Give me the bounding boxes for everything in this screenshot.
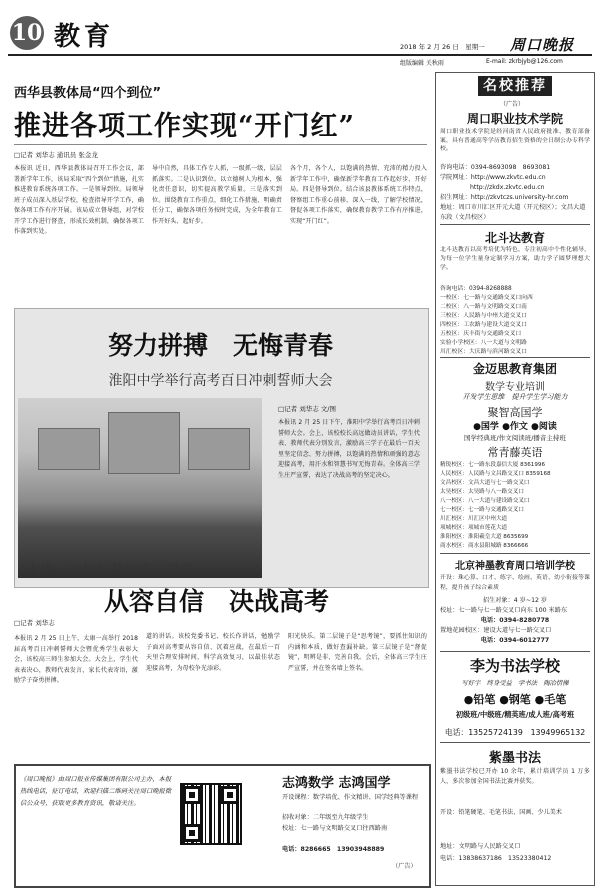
ad-zhoukou-vocational-site2: http://zkdx.zkvtc.edu.cn bbox=[470, 184, 545, 191]
page-number: 10 bbox=[10, 16, 44, 50]
ad-beidouda-phone: 咨询电话：0394-8268888 bbox=[440, 286, 512, 292]
sidebar-divider-3 bbox=[440, 553, 590, 554]
feature2-byline: □记者 刘华志 bbox=[14, 619, 55, 627]
ad-shenmo-campus2: 置地花园校区：建设大道与七一路交叉口 bbox=[440, 627, 552, 634]
ad-jinmaisi-campus: 人民校区：人民路与文昌路交叉口 8359168 bbox=[440, 471, 551, 477]
ad-liwei-classes: 初级班/中级班/精英班/成人班/高考班 bbox=[455, 710, 575, 719]
feature2-headline: 从容自信 决战高考 bbox=[104, 587, 330, 616]
ad-beidouda-desc: 北斗达教育以高考培优为特色，专注初高中个性化辅导，为每一位学生量身定制学习方案，助力学子圆梦理想大学。 bbox=[440, 247, 590, 271]
lead-headline: 推进各项工作实现“开门红” bbox=[14, 111, 356, 142]
ad-zhoukou-vocational-address: 地址：周口市川汇区开元大道（开元校区）；文昌大道东段（文昌校区） bbox=[440, 204, 586, 221]
wechat-qr-code[interactable] bbox=[180, 783, 242, 845]
photo-main-building bbox=[108, 412, 180, 474]
ad-zhoukou-vocational-desc: 周口职业技术学院是经河南省人民政府批准、教育部备案，具有普通高等学历教育招生资格的全日制公办专科学校。 bbox=[440, 129, 590, 152]
sidebar-divider-5 bbox=[440, 742, 590, 743]
editor: 组版编辑 关秋雨 bbox=[400, 60, 444, 67]
ceremony-photo bbox=[18, 398, 262, 578]
ad-beidouda-line: 二校区：八一路与文明路交叉口南 bbox=[440, 304, 527, 310]
ad-zimo-phone: 电话：13838637186 13523380412 bbox=[440, 855, 552, 862]
ad-jinmaisi-math: 数学专业培训 bbox=[485, 382, 545, 393]
ad-bottom-courses: 开设课程：数学培优、作文精讲、国学经典等课程 bbox=[282, 794, 419, 801]
sidebar-divider-1 bbox=[440, 224, 590, 225]
ad-jinmaisi-campus: 文昌校区：文昌大道与七一路交叉口 bbox=[440, 480, 530, 486]
email: E-mail: zkrbjyb@126.com bbox=[486, 58, 563, 65]
ad-beidouda-title: 北斗达教育 bbox=[484, 231, 545, 245]
ad-bottom-address: 校址：七一路与文明路交叉口往西路南 bbox=[282, 825, 388, 832]
ad-shenmo-title: 北京神墨教育周口培训学校 bbox=[455, 561, 575, 572]
ad-beidouda-line: 一校区：七一路与交通路交叉口向西 bbox=[440, 295, 533, 301]
ad-jinmaisi-slogan: 开发学生思维 提升学生学习能力 bbox=[462, 393, 568, 401]
ad-zimo-desc: 紫墨书法学校已开办 10 余年，累计培训学员 1 万多人，多次参加全国书法比赛并获奖。 bbox=[440, 768, 590, 785]
ad-zhoukou-vocational-site: 学院网址：http://www.zkvtc.edu.cn bbox=[440, 174, 546, 181]
qr-caption: 《周口晚报》由周口报业传媒集团有限公司主办，本报热线电话，征订电话，欢迎扫描二维码关注周口晚报微信公众号，获取更多教育资讯，敬请关注。 bbox=[20, 776, 172, 807]
ad-zhoukou-vocational-admissions: 招生网址：http://zkvtczs.university-hr.com bbox=[440, 194, 569, 201]
ad-jinmaisi-guoxue: 聚智高国学 bbox=[487, 406, 543, 419]
feature2-column-2: 道的讲话。该校党委书记、校长作讲话，勉励学子面对高考要从容自信、沉着应战，在最后一百天里合理安排时间，科学高效复习，以最佳状态迎接高考，为母校争光添彩。 bbox=[146, 633, 280, 672]
qr-finder-bottom-left bbox=[183, 824, 201, 842]
photo-right-building bbox=[188, 428, 250, 470]
ad-bottom-students: 招收对象：二年级至九年级学生 bbox=[282, 814, 369, 821]
ad-beidouda-line: 川汇校区：大庆路与滨河路交叉口 bbox=[440, 349, 527, 355]
ad-liwei-phone: 电话：13525724139 13949965132 bbox=[444, 728, 586, 737]
ad-zimo-address: 地址：文明路与人民路交叉口 bbox=[440, 843, 521, 850]
qr-finder-top-right bbox=[221, 786, 239, 804]
ad-shenmo-courses: 开设：珠心算、口才、练字、绘画、英语、幼小衔接等课程，提升孩子综合素质 bbox=[440, 575, 590, 591]
issue-date: 2018 年 2 月 26 日 星期一 bbox=[400, 43, 485, 51]
section-title: 教育 bbox=[54, 22, 115, 52]
lead-column-3: 各个月，各个人，以饱满的热情、充沛的精力投入新学年工作中，确保新学年教育工作起好步、开好局。四是督导到位。结合该县教体系统工作特点，督察组工作重心前移，深入一线，了解学校情况，督促各项工作落实，确保教育教学工作有序推进，实现“开门红”。 bbox=[290, 165, 427, 225]
ad-jinmaisi-campus: 精锐校区：七一路东段嘉信大厦 8361996 bbox=[440, 462, 546, 468]
qr-side-note bbox=[252, 770, 258, 878]
sidebar-divider-4 bbox=[440, 651, 590, 652]
ad-zimo-title: 紫墨书法 bbox=[488, 751, 541, 766]
ad-jinmaisi-campus: 川汇校区：川汇区中州大道 bbox=[440, 516, 508, 522]
feature2-column-3: 阳光快乐。第二层镜子是“思考镜”，要抓住知识的内涵和本质，做好查漏补缺。第三层镜子是“督促镜”，明辨是非、完善自我。会后，全体高三学生庄严宣誓，并在签名墙上签名。 bbox=[288, 633, 427, 672]
header-rule bbox=[8, 54, 592, 56]
ad-jinmaisi-campus: 七一校区：七一路与交通路交叉口 bbox=[440, 507, 524, 513]
feature2-column-1: 本报讯 2 月 25 日上午，太康一高举行 2018 届高考百日冲刺誓师大会暨优秀学生表彰大会，该校高三师生参加大会。大会上，学生代表表决心，教师代表发言，家长代表寄语，激励学子奋勇拼搏。 bbox=[14, 635, 138, 684]
ad-shenmo-address: 校址：七一路与七一路交叉口向东 100 米路东 bbox=[440, 607, 568, 614]
ad-beidouda-line: 五校区：庆丰街与交通路交叉口 bbox=[440, 331, 522, 337]
brand-logo: 周口晚报 bbox=[510, 36, 575, 54]
lead-byline: □记者 刘华志 通讯员 张金龙 bbox=[14, 151, 98, 159]
feature1-byline: □记者 刘华志 文/图 bbox=[278, 405, 336, 413]
ad-jinmaisi-campus: 八一校区：八一大道与建设路交叉口 bbox=[440, 498, 530, 504]
feature2-kicker: 太康一高校长鼓励高三学子 bbox=[26, 563, 194, 579]
ad-jinmaisi-campus: 淮阳校区：淮阳羲皇大道 8635699 bbox=[440, 534, 529, 540]
ad-jinmaisi-campus: 商水校区：商水县阳城路 8366666 bbox=[440, 543, 529, 549]
lead-kicker: 西华县教体局“四个到位” bbox=[14, 86, 162, 101]
ad-beidouda-line: 四校区：工农路与建设大道交叉口 bbox=[440, 322, 527, 328]
sidebar-divider-2 bbox=[440, 357, 590, 358]
ad-jinmaisi-english: 常青藤英语 bbox=[487, 446, 543, 459]
lead-column-2: 导中自然，具体工作专人抓，一级抓一级，层层抓落实。二是认识到位。以立德树人为根本，强化责任意识，切实提高教学质量。三是落实到位。围绕教育工作重点，细化工作措施，明确责任分工，确保各项任务按时完成，为全年教育工作开好头、起好步。 bbox=[152, 165, 282, 225]
ad-zimo-courses: 开设：铅笔硬笔、毛笔书法、国画、少儿美术 bbox=[440, 809, 563, 816]
ad-shenmo-phone: 电话：0394-8280778 bbox=[480, 617, 550, 624]
ad-beidouda-line: 三校区：人民路与中州大道交叉口 bbox=[440, 313, 527, 319]
sidebar-ad-label: （广告） bbox=[500, 101, 525, 108]
sidebar-title: 名校推荐 bbox=[478, 76, 552, 96]
lead-divider bbox=[14, 144, 427, 145]
photo-left-building bbox=[38, 428, 100, 470]
ad-shenmo-age: 招生对象：4 岁~12 岁 bbox=[482, 597, 548, 604]
ad-zhoukou-vocational-title: 周口职业技术学院 bbox=[466, 112, 563, 126]
ad-liwei-title: 李为书法学校 bbox=[469, 657, 560, 675]
ad-jinmaisi-classes: 国学经典班/作文阅读班/播音主持班 bbox=[464, 434, 566, 442]
ad-jinmaisi-campus: 项城校区：项城市莲花大道 bbox=[440, 525, 508, 531]
feature1-body: 本报讯 2 月 25 日下午，淮阳中学举行高考百日冲刺誓师大会。会上，该校校长高远做动员讲话，学生代表、教师代表分别发言，激励高三学子在最后一百天里坚定信念、努力拼搏，以饱满的热情和顽强的意志迎接高考，用汗水和智慧书写无悔青春。全体高三学生庄严宣誓，表达了决战高考的坚定决心。 bbox=[278, 419, 420, 479]
feature1-headline: 努力拼搏 无悔青春 bbox=[107, 331, 333, 360]
ad-zhoukou-vocational-phone: 咨询电话：0394-8693098 8693081 bbox=[440, 164, 551, 171]
feature1-subhead: 淮阳中学举行高考百日冲刺誓师大会 bbox=[108, 373, 333, 389]
ad-bottom-title: 志鸿数学 志鸿国学 bbox=[282, 776, 391, 791]
ad-jinmaisi-subjects: ●国学 ●作文 ●阅读 bbox=[473, 422, 557, 432]
ad-liwei-items: ●铅笔 ●钢笔 ●毛笔 bbox=[463, 693, 567, 706]
ad-jinmaisi-title: 金迈思教育集团 bbox=[472, 362, 557, 376]
ad-bottom-label: （广告） bbox=[392, 863, 417, 870]
ad-shenmo-phone2: 电话：0394-6012777 bbox=[480, 637, 550, 644]
ad-jinmaisi-campus: 太昊校区：太昊路与八一路交叉口 bbox=[440, 489, 524, 495]
ad-bottom-phone: 电话：8286665 13903948889 bbox=[282, 846, 385, 853]
lead-column-1: 本报讯 近日，西华县教体局召开工作会议，部署新学年工作，该局采取“四个到位”措施，扎实推进教育系统各项工作。一是领导到位。局领导班子成员深入基层学校，检查指导开学工作，确保各项工作有序开展。该局成立督导组，对学校开学工作进行督查，形成长效机制，确保各项工作落到实处。 bbox=[14, 165, 144, 235]
ad-beidouda-line: 实验小学校区：八一大道与文明路 bbox=[440, 340, 527, 346]
qr-finder-top-left bbox=[183, 786, 201, 804]
ad-liwei-slogan: 写好字 终身受益 学书法 陶冶情操 bbox=[461, 680, 569, 687]
